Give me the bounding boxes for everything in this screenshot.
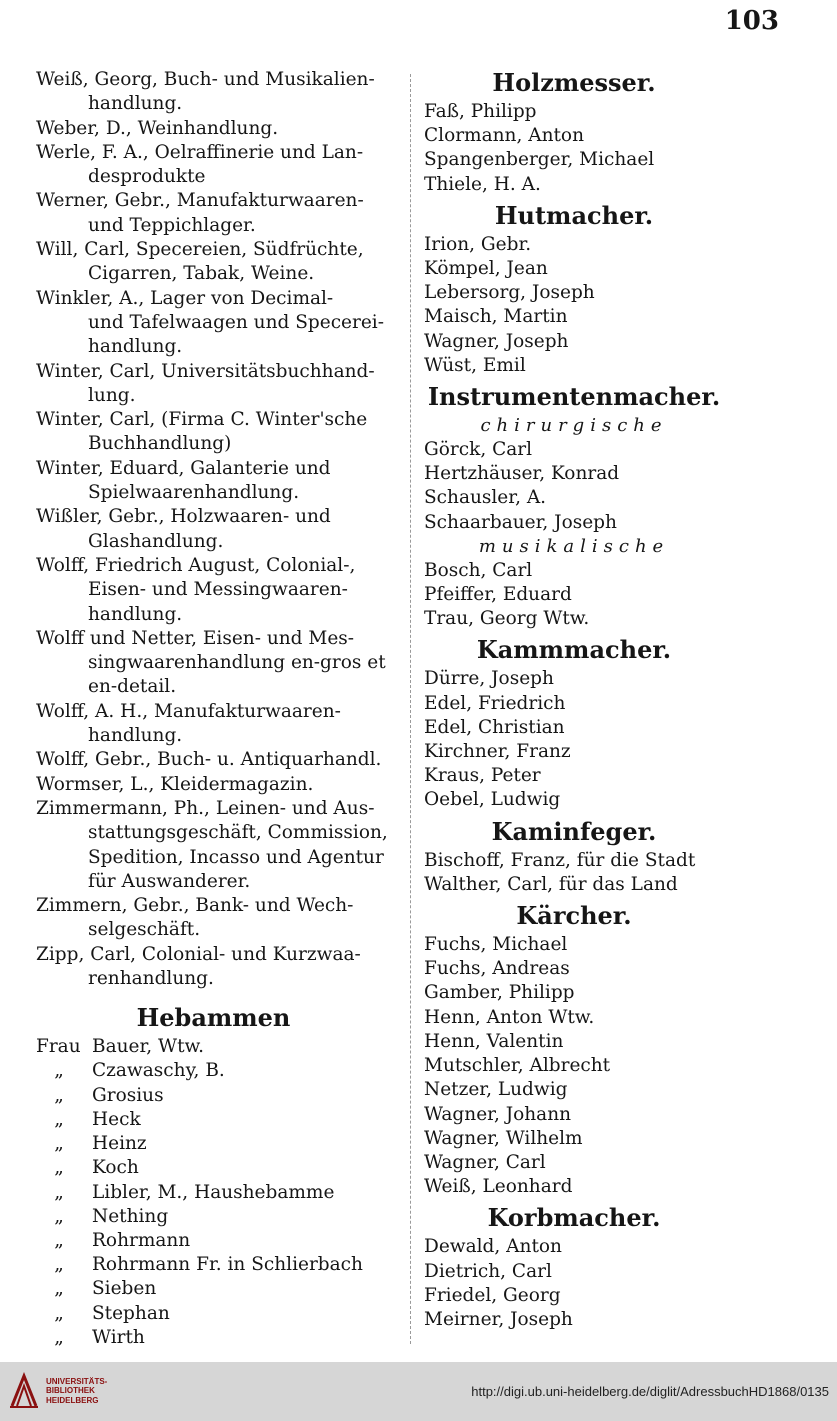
- person-name: Stephan: [92, 1302, 170, 1324]
- list-item: Dürre, Joseph: [424, 668, 554, 690]
- entry-continuation: renhandlung.: [88, 967, 214, 989]
- directory-entry: [36, 748, 391, 772]
- list-item: Meirner, Joseph: [424, 1308, 573, 1330]
- library-seal-icon: [8, 1372, 40, 1410]
- directory-entry: [36, 360, 391, 409]
- column-divider: [410, 74, 411, 1344]
- list-item: [36, 1229, 391, 1253]
- library-name: [46, 1377, 107, 1406]
- directory-entry: [36, 894, 391, 943]
- list-item: [36, 1181, 391, 1205]
- person-name: Koch: [92, 1157, 139, 1179]
- list-item: Walther, Carl, für das Land: [424, 873, 678, 895]
- directory-entry: [36, 189, 391, 238]
- ditto-mark: „: [54, 1133, 64, 1155]
- entry-line: Zimmermann, Ph., Leinen- und Aus-: [36, 797, 375, 819]
- entry-line: Winkler, A., Lager von Decimal-: [36, 287, 334, 309]
- person-name: Rohrmann Fr. in Schlierbach: [92, 1254, 363, 1276]
- directory-entry: [36, 700, 391, 749]
- list-item: Henn, Anton Wtw.: [424, 1006, 595, 1028]
- list-item: [36, 1302, 391, 1326]
- entry-line: Wolff und Netter, Eisen- und Mes-: [36, 627, 355, 649]
- list-item: Henn, Valentin: [424, 1030, 564, 1052]
- entry-continuation: selgeschäft.: [88, 919, 201, 941]
- list-item: Hertzhäuser, Konrad: [424, 463, 620, 485]
- directory-entry: [36, 408, 391, 457]
- person-name: Libler, M., Haushebamme: [92, 1181, 335, 1203]
- list-item: Oebel, Ludwig: [424, 789, 561, 811]
- entry-continuation: Glashandlung.: [88, 530, 224, 552]
- list-item: Kirchner, Franz: [424, 741, 571, 763]
- person-name: Sieben: [92, 1278, 157, 1300]
- list-item: [36, 1035, 391, 1059]
- section-heading: Hebammen: [136, 1003, 291, 1033]
- list-item: Friedel, Georg: [424, 1284, 561, 1306]
- list-item: Dewald, Anton: [424, 1236, 562, 1258]
- entry-continuation: desprodukte: [88, 166, 206, 188]
- left-column: [36, 68, 391, 1350]
- directory-entry: [36, 238, 391, 287]
- list-item: Dietrich, Carl: [424, 1260, 552, 1282]
- trade-section: [424, 637, 724, 812]
- ditto-mark: „: [54, 1254, 64, 1276]
- section-heading: Korbmacher.: [487, 1203, 661, 1233]
- trade-section: [424, 816, 724, 897]
- list-item: Bosch, Carl: [424, 559, 533, 581]
- section-heading: Instrumentenmacher.: [427, 382, 721, 412]
- directory-entry: [36, 457, 391, 506]
- trade-section: [424, 70, 724, 197]
- entry-continuation: en-detail.: [88, 676, 177, 698]
- title-prefix: Frau: [36, 1036, 81, 1058]
- person-name: Heck: [92, 1108, 141, 1130]
- trade-section: [424, 903, 724, 1199]
- subsection-heading: chirurgische: [480, 415, 668, 437]
- directory-entry: [36, 773, 391, 797]
- entry-continuation: und Tafelwaagen und Specerei-: [88, 311, 384, 333]
- library-name-line: HEIDELBERG: [46, 1395, 99, 1405]
- ditto-mark: „: [54, 1278, 64, 1300]
- list-item: Fuchs, Andreas: [424, 958, 570, 980]
- subsection-heading: musikalische: [478, 535, 670, 557]
- entry-continuation: für Auswanderer.: [88, 870, 251, 892]
- entry-line: Wolff, Friedrich August, Colonial-,: [36, 554, 356, 576]
- list-item: Görck, Carl: [424, 439, 533, 461]
- list-item: Trau, Georg Wtw.: [424, 608, 590, 630]
- section-heading: Hutmacher.: [494, 200, 654, 230]
- list-item: Edel, Christian: [424, 716, 565, 738]
- entry-continuation: singwaarenhandlung en-gros et: [88, 652, 386, 674]
- list-item: Irion, Gebr.: [424, 233, 532, 255]
- entry-line: Wormser, L., Kleidermagazin.: [36, 773, 314, 795]
- entry-continuation: lung.: [88, 384, 136, 406]
- list-item: Lebersorg, Joseph: [424, 282, 595, 304]
- person-name: Rohrmann: [92, 1229, 191, 1251]
- list-item: Edel, Friedrich: [424, 692, 566, 714]
- section-hebammen: [36, 1005, 391, 1350]
- list-item: Fuchs, Michael: [424, 934, 568, 956]
- entry-continuation: handlung.: [88, 725, 183, 747]
- entry-line: Winter, Eduard, Galanterie und: [36, 457, 331, 479]
- ditto-mark: „: [54, 1108, 64, 1130]
- list-item: Kraus, Peter: [424, 765, 541, 787]
- person-name: Nething: [92, 1205, 169, 1227]
- entry-line: Winter, Carl, Universitätsbuchhand-: [36, 360, 375, 382]
- source-url-link[interactable]: http://digi.ub.uni-heidelberg.de/diglit/AdressbuchHD1868/0135: [471, 1384, 829, 1399]
- directory-entry: [36, 554, 391, 627]
- entry-line: Wolff, A. H., Manufakturwaaren-: [36, 700, 341, 722]
- directory-entry: [36, 117, 391, 141]
- list-item: [36, 1084, 391, 1108]
- section-heading: Kärcher.: [516, 901, 632, 931]
- library-name-line: UNIVERSITÄTS-: [46, 1376, 108, 1386]
- entry-line: Wißler, Gebr., Holzwaaren- und: [36, 506, 331, 528]
- list-item: Wagner, Carl: [424, 1151, 546, 1173]
- ditto-mark: „: [54, 1157, 64, 1179]
- library-name-line: BIBLIOTHEK: [46, 1386, 95, 1396]
- entry-continuation: handlung.: [88, 336, 183, 358]
- ditto-mark: „: [54, 1060, 64, 1082]
- list-item: Mutschler, Albrecht: [424, 1055, 611, 1077]
- list-item: [36, 1205, 391, 1229]
- entry-continuation: Spedition, Incasso und Agentur: [88, 846, 384, 868]
- entry-line: Zimmern, Gebr., Bank- und Wech-: [36, 895, 354, 917]
- entry-continuation: Spielwaarenhandlung.: [88, 482, 300, 504]
- section-heading: Kammmacher.: [476, 635, 672, 665]
- list-item: [36, 1132, 391, 1156]
- entry-line: Will, Carl, Specereien, Südfrüchte,: [36, 239, 364, 261]
- list-item: Netzer, Ludwig: [424, 1079, 568, 1101]
- list-item: [36, 1108, 391, 1132]
- list-item: [36, 1253, 391, 1277]
- page-number: 103: [724, 6, 779, 36]
- directory-entry: [36, 627, 391, 700]
- list-item: Kömpel, Jean: [424, 258, 548, 280]
- section-heading: Kaminfeger.: [491, 816, 657, 846]
- list-item: Schaarbauer, Joseph: [424, 511, 617, 533]
- trade-section: [424, 384, 724, 631]
- list-item: Clormann, Anton: [424, 125, 584, 147]
- entry-line: Zipp, Carl, Colonial- und Kurzwaa-: [36, 943, 361, 965]
- person-name: Grosius: [92, 1084, 164, 1106]
- list-item: Weiß, Leonhard: [424, 1176, 573, 1198]
- directory-entry: [36, 287, 391, 360]
- entry-line: Wolff, Gebr., Buch- u. Antiquarhandl.: [36, 749, 382, 771]
- list-item: Thiele, H. A.: [424, 173, 541, 195]
- list-item: Maisch, Martin: [424, 306, 568, 328]
- list-item: [36, 1326, 391, 1350]
- person-name: Heinz: [92, 1133, 147, 1155]
- right-column: [424, 64, 724, 1332]
- person-name: Wirth: [92, 1326, 145, 1348]
- list-item: [36, 1277, 391, 1301]
- trade-section: [424, 200, 724, 378]
- list-item: Faß, Philipp: [424, 101, 537, 122]
- list-item: [36, 1059, 391, 1083]
- list-item: Wüst, Emil: [424, 354, 526, 376]
- person-name: Bauer, Wtw.: [92, 1036, 205, 1058]
- person-name: Czawaschy, B.: [92, 1060, 225, 1082]
- list-item: Spangenberger, Michael: [424, 149, 655, 171]
- entry-continuation: Eisen- und Messingwaaren-: [88, 579, 348, 601]
- ditto-mark: „: [54, 1302, 64, 1324]
- ditto-mark: „: [54, 1181, 64, 1203]
- entry-continuation: handlung.: [88, 603, 183, 625]
- ditto-mark: „: [54, 1205, 64, 1227]
- entry-line: Werle, F. A., Oelraffinerie und Lan-: [36, 141, 364, 163]
- ditto-mark: „: [54, 1084, 64, 1106]
- directory-entry: [36, 943, 391, 992]
- footer-bar: [0, 1362, 837, 1421]
- list-item: Bischoff, Franz, für die Stadt: [424, 849, 696, 871]
- entry-line: Werner, Gebr., Manufakturwaaren-: [36, 190, 364, 212]
- list-item: Wagner, Johann: [424, 1103, 572, 1125]
- entry-continuation: und Teppichlager.: [88, 214, 256, 236]
- ditto-mark: „: [54, 1326, 64, 1348]
- entry-line: Winter, Carl, (Firma C. Winter'sche: [36, 409, 368, 431]
- ditto-mark: „: [54, 1229, 64, 1251]
- list-item: Gamber, Philipp: [424, 982, 575, 1004]
- list-item: Schausler, A.: [424, 487, 547, 509]
- entry-continuation: stattungsgeschäft, Commission,: [88, 822, 388, 844]
- section-heading: Holzmesser.: [492, 68, 656, 97]
- list-item: Wagner, Wilhelm: [424, 1127, 583, 1149]
- directory-entry: [36, 68, 391, 117]
- library-logo: [8, 1372, 107, 1410]
- list-item: Wagner, Joseph: [424, 330, 569, 352]
- entry-continuation: Buchhandlung): [88, 433, 232, 455]
- directory-entry: [36, 797, 391, 894]
- directory-entry: [36, 141, 391, 190]
- list-item: [36, 1156, 391, 1180]
- entry-continuation: handlung.: [88, 93, 183, 115]
- entry-continuation: Cigarren, Tabak, Weine.: [88, 263, 315, 285]
- directory-entry: [36, 505, 391, 554]
- entry-line: Weiß, Georg, Buch- und Musikalien-: [36, 69, 375, 90]
- list-item: Pfeiffer, Eduard: [424, 584, 572, 606]
- entry-line: Weber, D., Weinhandlung.: [36, 117, 279, 139]
- trade-section: [424, 1205, 724, 1332]
